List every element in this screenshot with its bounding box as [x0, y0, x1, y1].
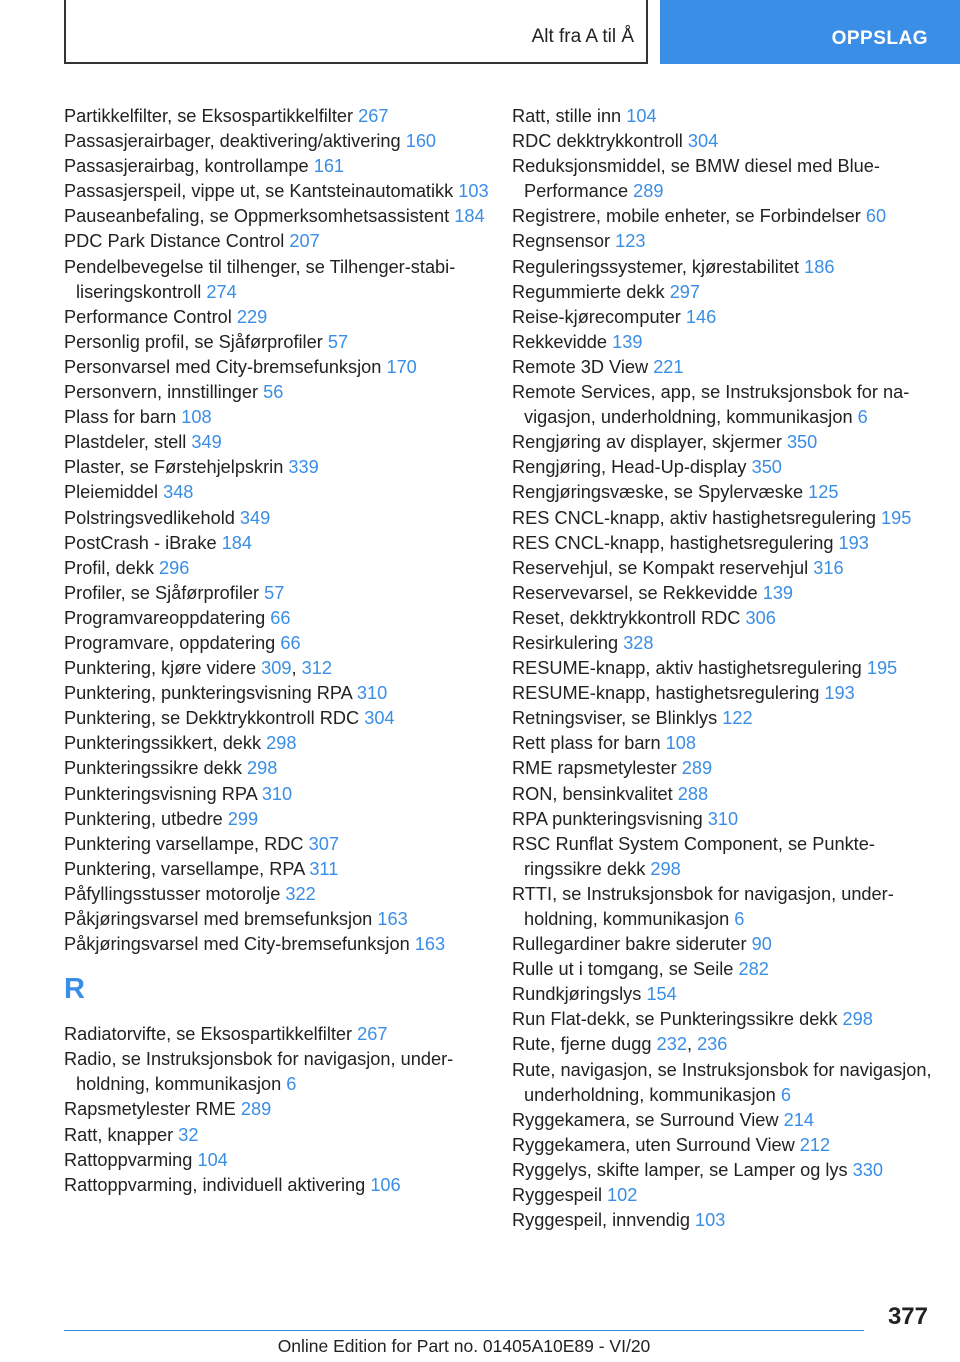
index-entry: [512, 706, 932, 731]
page-link[interactable]: 66: [280, 632, 301, 653]
index-entry: [64, 882, 494, 907]
index-entry: [512, 455, 932, 480]
index-entry: [512, 756, 932, 781]
page-link[interactable]: 274: [206, 281, 237, 302]
index-entry-text: Profil, dekk: [64, 557, 160, 578]
index-entry-text: Påkjøringsvarsel med bremsefunksjon: [64, 909, 378, 929]
page-link[interactable]: 339: [288, 457, 319, 478]
page-number: 377: [887, 1303, 928, 1330]
index-entry: [512, 229, 932, 254]
index-entry: [64, 1123, 494, 1148]
index-entry: [512, 531, 932, 556]
page-link[interactable]: 236: [697, 1034, 728, 1055]
index-entry-text: Rengjøring av displayer, skjermer: [512, 432, 787, 453]
page-link[interactable]: 310: [356, 683, 388, 704]
index-entry-text: RSC Runflat System Component, se Punkteringssikre dekk: [512, 833, 875, 879]
index-entry: [64, 907, 494, 932]
index-list-r: [64, 1022, 494, 1198]
page-link[interactable]: 214: [783, 1109, 814, 1130]
index-entry-text: Rattoppvarming, individuell aktivering: [64, 1174, 371, 1195]
index-entry-text: Plass for barn: [64, 407, 182, 428]
index-entry-text: RPA punkteringsvisning: [512, 808, 708, 829]
index-entry-text: RON, bensinkvalitet: [512, 783, 678, 804]
index-entry-text: RESUME-knapp, hastighetsregulering: [512, 683, 825, 704]
index-entry: [64, 104, 494, 129]
page-link[interactable]: 229: [236, 306, 268, 327]
page-link[interactable]: 310: [707, 808, 739, 829]
page-link[interactable]: 307: [308, 833, 339, 854]
page-link[interactable]: 108: [665, 733, 697, 754]
index-entry-text: Passasjerspeil, vippe ut, se Kantsteinautomatikk: [64, 181, 459, 202]
section-title: Alt fra A til Å: [531, 26, 634, 47]
page-link[interactable]: 6: [780, 1084, 791, 1105]
page-link[interactable]: 232: [656, 1034, 687, 1055]
index-entry-text: Reservehjul, se Kompakt reservehjul: [512, 557, 814, 578]
index-entry: [512, 330, 932, 355]
index-entry: [64, 1047, 494, 1097]
index-entry: [64, 531, 494, 556]
index-entry-text: Reservevarsel, se Rekkevidde: [512, 582, 763, 603]
page-link[interactable]: 104: [626, 106, 657, 126]
index-entry: [64, 154, 494, 179]
page-link[interactable]: 125: [808, 482, 839, 503]
page-link[interactable]: 349: [239, 507, 271, 528]
index-entry: [64, 1022, 494, 1047]
footer-rule: [64, 1330, 864, 1331]
page-link[interactable]: 312: [301, 658, 332, 679]
page-link[interactable]: 298: [246, 758, 278, 779]
index-entry: [512, 631, 932, 656]
index-entry-text: Remote 3D View: [512, 356, 654, 377]
page-header: [0, 0, 960, 68]
page-link[interactable]: 330: [852, 1159, 884, 1180]
index-entry-text: Ratt, stille inn: [512, 106, 627, 126]
page-link[interactable]: 350: [786, 432, 818, 453]
page-link[interactable]: 6: [286, 1074, 297, 1095]
index-entry-text: Passasjerairbag, kontrollampe: [64, 156, 314, 177]
index-entry: [64, 455, 494, 480]
index-entry-text: Rapsmetylester RME: [64, 1099, 241, 1120]
index-entry: [512, 832, 932, 882]
index-entry: [64, 179, 494, 204]
index-entry-text: Punktering, utbedre: [64, 808, 228, 829]
index-entry: [512, 957, 932, 982]
index-entry-text: Punkteringssikkert, dekk: [64, 733, 267, 754]
index-entry-text: Påkjøringsvarsel med City-bremsefunksjon: [64, 934, 415, 955]
index-entry: [64, 380, 494, 405]
page-link[interactable]: 186: [804, 256, 835, 277]
index-entry-text: Radio, se Instruksjonsbok for navigasjon, underholdning, kommunikasjon: [64, 1049, 454, 1095]
index-entry: [512, 280, 932, 305]
index-entry: [512, 104, 932, 129]
page-link[interactable]: 108: [181, 407, 212, 428]
index-entry: [512, 380, 932, 430]
index-entry-text: Reduksjonsmiddel, se BMW diesel med BluePerformance: [512, 156, 880, 202]
index-entry: [512, 480, 932, 505]
index-entry: [512, 556, 932, 581]
index-entry: [64, 857, 494, 882]
index-entry-text: Rattoppvarming: [64, 1149, 198, 1170]
index-entry: [64, 807, 494, 832]
page-link[interactable]: 160: [405, 131, 437, 152]
page-link[interactable]: 163: [414, 934, 446, 955]
page-link[interactable]: 106: [370, 1174, 401, 1195]
index-entry-text: Punktering, varsellampe, RPA: [64, 858, 310, 879]
index-entry: [64, 832, 494, 857]
index-entry: [64, 731, 494, 756]
index-entry-text: Personvern, innstillinger: [64, 382, 264, 403]
index-entry-text: Profiler, se Sjåførprofiler: [64, 582, 265, 603]
index-entry: Punktering, kjøre videre 309, 312: [64, 658, 332, 679]
index-entry: [64, 706, 494, 731]
index-entry: [64, 255, 494, 305]
page-link[interactable]: 56: [263, 382, 284, 403]
index-entry: [64, 330, 494, 355]
index-entry: [64, 1173, 494, 1198]
index-entry: [512, 1007, 932, 1032]
index-entry: [512, 129, 932, 154]
index-entry-text: RES CNCL-knapp, aktiv hastighetsregulering: [512, 507, 881, 528]
index-entry-text: Rengjøringsvæske, se Spylervæske: [512, 482, 809, 503]
page-link[interactable]: 32: [178, 1124, 199, 1145]
index-entry: [64, 430, 494, 455]
index-entry: Rute, fjerne dugg 232, 236: [512, 1034, 728, 1055]
index-entry-text: Run Flat-dekk, se Punkteringssikre dekk: [512, 1009, 843, 1030]
index-entry-text: Remote Services, app, se Instruksjonsbok for navigasjon, underholdning, kommunikasjon: [512, 382, 910, 428]
page-link[interactable]: 212: [799, 1134, 831, 1155]
index-entry: [64, 681, 494, 706]
index-entry-text: Ratt, knapper: [64, 1124, 179, 1145]
index-entry-text: Reise-kjørecomputer: [512, 306, 686, 327]
index-entry-text: Rute, navigasjon, se Instruksjonsbok for navigasjon, underholdning, kommunikasjon: [512, 1059, 932, 1105]
index-entry: [64, 480, 494, 505]
page-link[interactable]: 6: [857, 407, 868, 428]
index-entry-text: RTTI, se Instruksjonsbok for navigasjon, underholdning, kommunikasjon: [512, 883, 894, 929]
index-entry: [64, 229, 494, 254]
index-entry-text: Rengjøring, Head-Up-display: [512, 457, 752, 478]
page-link[interactable]: 304: [364, 708, 395, 729]
page-link[interactable]: 207: [289, 231, 320, 252]
index-entry-text: Punkteringsvisning RPA: [64, 783, 262, 804]
page-link[interactable]: 102: [607, 1185, 638, 1206]
index-entry: [512, 782, 932, 807]
index-entry-text: Punktering, punkteringsvisning RPA: [64, 683, 357, 704]
page-link[interactable]: 328: [623, 632, 654, 653]
index-entry: [512, 731, 932, 756]
chapter-tab[interactable]: [660, 0, 960, 64]
index-entry-text: Registrere, mobile enheter, se Forbindelser: [512, 206, 866, 227]
page-link[interactable]: 348: [163, 482, 194, 503]
index-entry-text: Rundkjøringslys: [512, 984, 647, 1005]
index-entry-text: Punktering, se Dekktrykkontroll RDC: [64, 708, 365, 729]
page-link[interactable]: 322: [285, 883, 316, 904]
index-entry: [512, 154, 932, 204]
page-link[interactable]: 195: [880, 507, 912, 528]
index-entry-text: Retningsviser, se Blinklys: [512, 708, 723, 729]
index-entry: [64, 932, 494, 957]
index-entry-text: Plastdeler, stell: [64, 432, 192, 453]
page-link[interactable]: 161: [313, 156, 345, 177]
page-link[interactable]: 350: [751, 457, 782, 478]
index-entry: [64, 556, 494, 581]
page-link[interactable]: 193: [824, 683, 855, 704]
index-entry-text: Personlig profil, se Sjåførprofiler: [64, 331, 328, 352]
index-column-left: [64, 104, 494, 1198]
page-link[interactable]: 6: [734, 909, 745, 929]
index-entry-text: Programvareoppdatering: [64, 607, 271, 628]
page-link[interactable]: 154: [646, 984, 677, 1005]
index-entry: [512, 430, 932, 455]
index-entry-text: Personvarsel med City-bremsefunksjon: [64, 356, 387, 377]
page-link[interactable]: 103: [458, 181, 489, 202]
page-link[interactable]: 139: [762, 582, 794, 603]
page-link[interactable]: 66: [270, 607, 291, 628]
index-entry-text: Punktering varsellampe, RDC: [64, 833, 309, 854]
index-entry-text: Radiatorvifte, se Eksospartikkelfilter: [64, 1024, 358, 1045]
index-entry-text: Plaster, se Førstehjelpskrin: [64, 457, 289, 478]
index-entry: [512, 882, 932, 932]
index-entry-text: RDC dekktrykkontroll: [512, 131, 688, 152]
page-link[interactable]: 123: [615, 231, 646, 252]
index-entry-text: Punkteringssikre dekk: [64, 758, 247, 779]
page-link[interactable]: 221: [653, 356, 684, 377]
page-link[interactable]: 288: [677, 783, 709, 804]
index-entry: [512, 807, 932, 832]
page-link[interactable]: 184: [221, 532, 253, 553]
index-entry-text: Rulle ut i tomgang, se Seile: [512, 959, 739, 980]
page-link[interactable]: 306: [745, 607, 776, 628]
page-link[interactable]: 299: [227, 808, 259, 829]
page-link[interactable]: 103: [695, 1210, 726, 1231]
index-entry-text: RME rapsmetylester: [512, 758, 682, 779]
index-entry-text: Pauseanbefaling, se Oppmerksomhetsassistent: [64, 206, 455, 227]
page-link[interactable]: 57: [327, 331, 349, 352]
index-entry-text: PDC Park Distance Control: [64, 231, 290, 252]
index-entry-text: Regummierte dekk: [512, 281, 670, 302]
page-link[interactable]: 289: [633, 181, 664, 202]
page-link[interactable]: 90: [751, 934, 772, 955]
index-entry: [64, 581, 494, 606]
index-entry-text: Resirkulering: [512, 632, 624, 653]
page-link[interactable]: 267: [357, 1024, 388, 1045]
index-entry: [512, 1133, 932, 1158]
page-link[interactable]: 267: [358, 106, 389, 126]
page-link[interactable]: 104: [197, 1149, 228, 1170]
page-link[interactable]: 298: [650, 858, 681, 879]
index-letter-heading: R: [64, 973, 85, 1006]
index-entry-text: RESUME-knapp, aktiv hastighetsregulering: [512, 658, 867, 679]
index-list-p: [64, 104, 494, 957]
index-entry: [512, 656, 932, 681]
index-entry: [64, 782, 494, 807]
index-entry: [512, 1183, 932, 1208]
page-link[interactable]: 349: [191, 432, 222, 453]
index-entry-text: Ryggespeil: [512, 1185, 608, 1206]
index-entry: [64, 1148, 494, 1173]
index-entry-text: Reset, dekktrykkontroll RDC: [512, 607, 746, 628]
index-entry-text: PostCrash - iBrake: [64, 532, 222, 553]
page-link[interactable]: 57: [264, 582, 285, 603]
page-link[interactable]: 296: [159, 557, 190, 578]
page-link[interactable]: 146: [685, 306, 717, 327]
index-entry-text: Punktering, kjøre videre: [64, 658, 262, 679]
page-link[interactable]: 122: [722, 708, 753, 729]
index-entry-text: Passasjerairbager, deaktivering/aktivering: [64, 131, 406, 152]
index-entry: [64, 405, 494, 430]
index-entry-text: Ryggekamera, uten Surround View: [512, 1134, 800, 1155]
page-link[interactable]: 309: [261, 658, 292, 679]
index-entry: [64, 606, 494, 631]
page-link[interactable]: 282: [738, 959, 769, 980]
page-link[interactable]: 297: [669, 281, 701, 302]
index-entry-text: Pendelbevegelse til tilhenger, se Tilhenger-stabiliseringskontroll: [64, 256, 456, 302]
index-entry-text: Rekkevidde: [512, 331, 613, 352]
page-link[interactable]: 311: [309, 858, 339, 879]
index-entry: [64, 631, 494, 656]
index-entry: [512, 1108, 932, 1133]
page-link[interactable]: 310: [261, 783, 293, 804]
page-link[interactable]: 316: [813, 557, 844, 578]
index-entry-text: Reguleringssystemer, kjørestabilitet: [512, 256, 805, 277]
footer-edition: Online Edition for Part no. 01405A10E89 - VI/20: [277, 1336, 651, 1356]
index-entry-text: Programvare, oppdatering: [64, 632, 281, 653]
page-link[interactable]: 193: [838, 532, 869, 553]
index-entry: [512, 305, 932, 330]
index-entry-text: Ryggespeil, innvendig: [512, 1210, 696, 1231]
index-entry-text: Rett plass for barn: [512, 733, 666, 754]
page-link[interactable]: 163: [377, 909, 408, 929]
index-entry: [64, 305, 494, 330]
index-entry: [512, 606, 932, 631]
index-entry: [64, 756, 494, 781]
index-entry: [512, 255, 932, 280]
index-entry: [64, 506, 494, 531]
index-entry: [512, 506, 932, 531]
index-column-right: [512, 104, 932, 1233]
index-entry-text: Rullegardiner bakre sideruter: [512, 934, 752, 955]
index-entry: [512, 581, 932, 606]
page-link[interactable]: 289: [240, 1099, 272, 1120]
page-link[interactable]: 170: [386, 356, 417, 377]
page-link[interactable]: 289: [681, 758, 713, 779]
page-link[interactable]: 298: [842, 1009, 873, 1030]
index-entry-text: Ryggekamera, se Surround View: [512, 1109, 784, 1130]
index-entry-text: Regnsensor: [512, 231, 616, 252]
index-entry: [64, 129, 494, 154]
chapter-tab-label: OPPSLAG: [831, 28, 928, 49]
page-link[interactable]: 184: [454, 206, 485, 227]
page-link[interactable]: 304: [687, 131, 719, 152]
index-entry: [64, 204, 494, 229]
index-entry-text: Påfyllingsstusser motorolje: [64, 883, 286, 904]
index-entry: [512, 932, 932, 957]
index-entry-text: RES CNCL-knapp, hastighetsregulering: [512, 532, 839, 553]
index-entry: [512, 681, 932, 706]
section-header-box: [64, 0, 648, 64]
index-entry: [512, 1208, 932, 1233]
index-entry: [64, 355, 494, 380]
page-link[interactable]: 139: [612, 331, 643, 352]
index-entry-text: Ryggelys, skifte lamper, se Lamper og lys: [512, 1159, 853, 1180]
index-entry: [512, 1158, 932, 1183]
index-entry: [512, 355, 932, 380]
index-entry: [512, 982, 932, 1007]
index-entry: [64, 1097, 494, 1122]
page-link[interactable]: 60: [865, 206, 887, 227]
index-entry-text: Pleiemiddel: [64, 482, 164, 503]
index-entry-text: Rute, fjerne dugg: [512, 1034, 657, 1055]
page-link[interactable]: 298: [266, 733, 297, 754]
index-entry: [512, 204, 932, 229]
index-list-r-continued: [512, 104, 932, 1233]
index-entry-text: Partikkelfilter, se Eksospartikkelfilter: [64, 106, 359, 126]
index-entry-text: Performance Control: [64, 306, 237, 327]
page-link[interactable]: 195: [866, 658, 898, 679]
index-entry: [512, 1058, 932, 1108]
index-entry-text: Polstringsvedlikehold: [64, 507, 240, 528]
